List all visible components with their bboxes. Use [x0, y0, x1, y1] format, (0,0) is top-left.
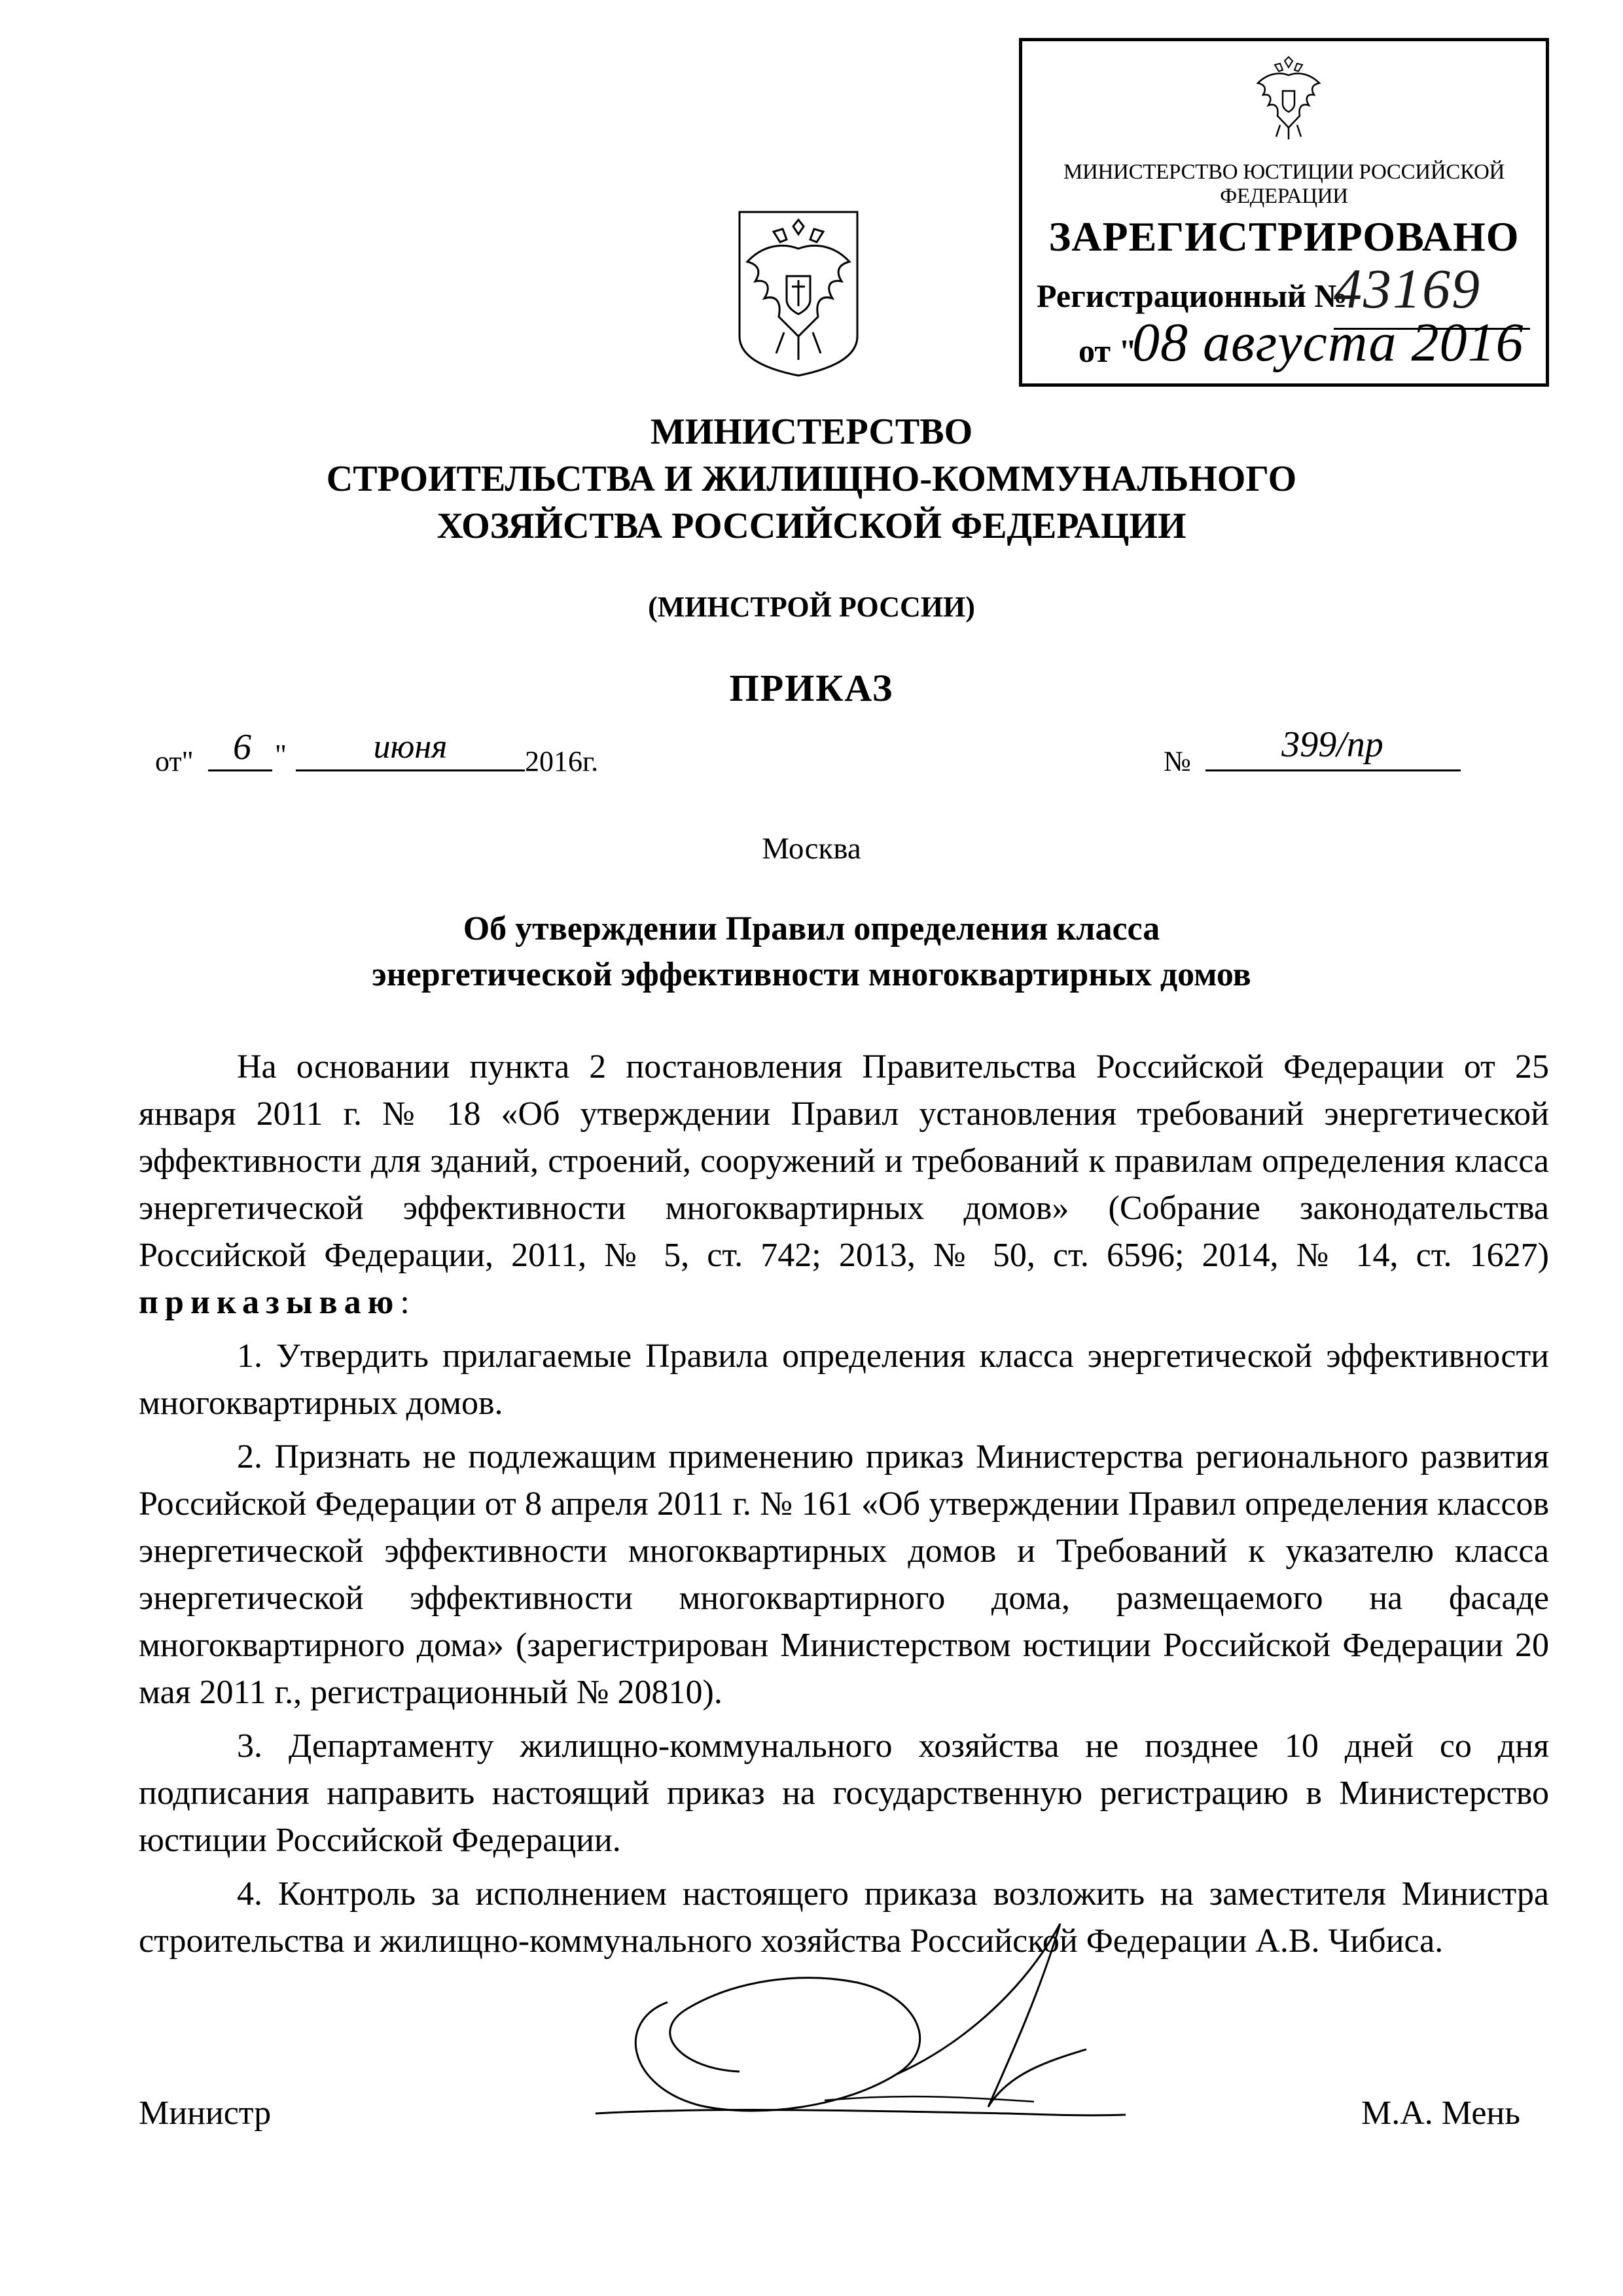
order-date-year: 2016г. [525, 745, 599, 777]
stamp-date-label: от " [1079, 332, 1137, 369]
handwritten-signature [589, 1898, 1204, 2159]
order-date-prefix: от" [155, 745, 194, 777]
signatory-name: М.А. Мень [1361, 2094, 1520, 2132]
date-month-underline [296, 769, 525, 771]
order-city: Москва [762, 832, 861, 866]
stamp-ministry-label: МИНИСТЕРСТВО ЮСТИЦИИ РОССИЙСКОЙ ФЕДЕРАЦИИ [1063, 160, 1505, 208]
document-type-title: ПРИКАЗ [729, 667, 894, 709]
signatory-role: Министр [139, 2094, 272, 2132]
ministry-name-line3: ХОЗЯЙСТВА РОССИЙСКОЙ ФЕДЕРАЦИИ [437, 506, 1186, 546]
registration-stamp [1019, 38, 1549, 387]
coat-of-arms-icon [1253, 56, 1325, 142]
stamp-registration-date: 08 августа 2016 [1132, 312, 1524, 373]
ministry-name-line2: СТРОИТЕЛЬСТВА И ЖИЛИЩНО-КОММУНАЛЬНОГО [326, 459, 1297, 499]
order-date-month: июня [373, 728, 448, 766]
order-date-day: 6 [233, 727, 251, 768]
coat-of-arms-icon [733, 208, 864, 378]
stamp-status: ЗАРЕГИСТРИРОВАНО [1048, 213, 1520, 260]
ministry-name-line1: МИНИСТЕРСТВО [650, 412, 973, 452]
order-number: 399/пр [1281, 724, 1383, 765]
date-day-underline [208, 769, 272, 771]
order-date-quote: " [275, 739, 287, 771]
order-word: приказываю [139, 1284, 401, 1321]
preamble-paragraph [139, 1044, 1549, 1326]
order-item-1: 1. Утвердить прилагаемые Правила определения класса энергетической эффективности многоквартирных домов. [139, 1337, 1549, 1422]
preamble-text: На основании пункта 2 постановления Правительства Российской Федерации от 25 января 2011 г. № 18 «Об утверждении Правил установления требований энергетической эффективности для зданий, строений, сооружений и требований к правилам определения класса энергетической эффективности многоквартирных домов» (Собрание законодательства Российской Федерации, 2011, № 5, ст. 742; 2013, № 50, ст. 6596; 2014, № 14, ст. 1627) [139, 1048, 1549, 1274]
order-colon: : [400, 1284, 410, 1321]
order-number-underline [1205, 769, 1461, 771]
order-item-3: 3. Департаменту жилищно-коммунального хозяйства не позднее 10 дней со дня подписания направить настоящий приказ на государственную регистрацию в Министерство юстиции Российской Федерации. [139, 1727, 1549, 1859]
ministry-short-name: (МИНСТРОЙ РОССИИ) [648, 591, 975, 623]
order-item-4: 4. Контроль за исполнением настоящего приказа возложить на заместителя Министра строительства и жилищно-коммунального хозяйства Российской Федерации А.В. Чибиса. [139, 1875, 1549, 1960]
subject-line1: Об утверждении Правил определения класса [463, 910, 1160, 947]
stamp-registration-label: Регистрационный № [1037, 277, 1347, 314]
order-item-2: 2. Признать не подлежащим применению приказ Министерства регионального развития Российской Федерации от 8 апреля 2011 г. № 161 «Об утверждении Правил определения классов энергетической эффективности многоквартирных домов и Требований к указателю класса энергетической эффективности многоквартирного дома, размещаемого на фасаде многоквартирного дома» (зарегистрирован Министерством юстиции Российской Федерации 20 мая 2011 г., регистрационный № 20810). [139, 1438, 1549, 1711]
order-number-prefix: № [1164, 745, 1191, 777]
subject-line2: энергетической эффективности многоквартирных домов [372, 956, 1251, 993]
stamp-registration-number: 43169 [1334, 257, 1481, 320]
order-body [139, 1044, 1549, 1971]
